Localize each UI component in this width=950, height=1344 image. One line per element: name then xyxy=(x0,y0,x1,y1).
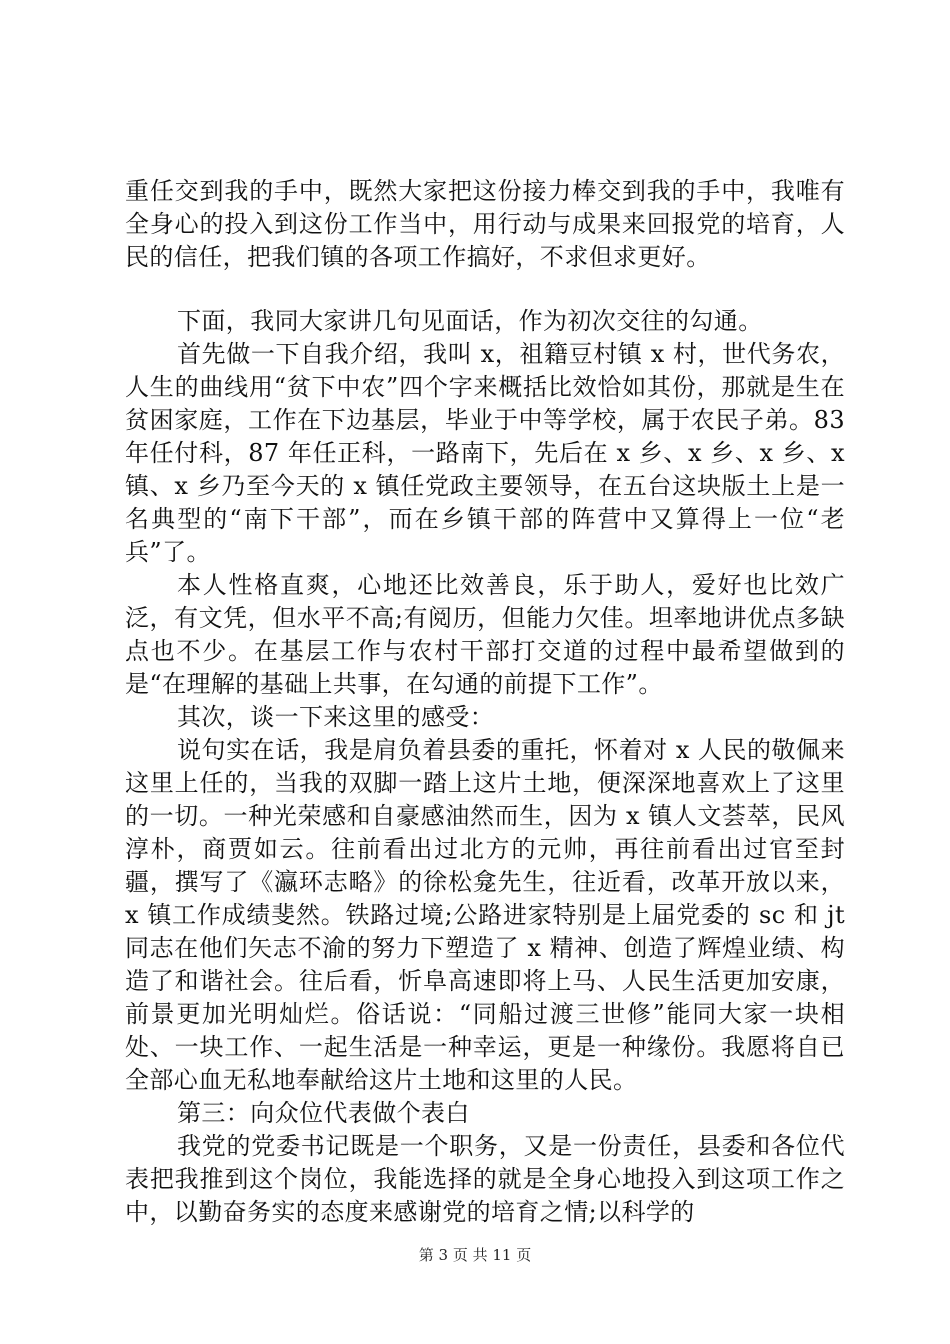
page-number-footer: 第 3 页 共 11 页 xyxy=(418,1246,532,1264)
paragraph-continuation: 重任交到我的手中，既然大家把这份接力棒交到我的手中，我唯有全身心的投入到这份工作当中，用行动与成果来回报党的培育，人民的信任，把我们镇的各项工作搞好，不求但求更好。 xyxy=(125,177,845,271)
paragraph-heading-second: 其次，谈一下来这里的感受： xyxy=(177,703,495,731)
paragraph-self-introduction: 首先做一下自我介绍，我叫 x，祖籍豆村镇 x 村，世代务农，人生的曲线用“贫下中农”四个字来概括比效恰如其份，那就是生在贫困家庭，工作在下边基层，毕业于中等学校，属于农民子弟。83 年任付科，87 年任正科，一路南下，先后在 x 乡、x 乡、x 乡、x 镇、x 乡乃至今天的 x 镇任党政主要领导，在五台这块版土上是一名典型的“南下干部”，而在乡镇干部的阵营中又算得上一位“老兵”了。 xyxy=(125,340,845,566)
paragraph-intro: 下面，我同大家讲几句见面话，作为初次交往的勾通。 xyxy=(177,307,763,335)
paragraph-feelings: 说句实在话，我是肩负着县委的重托，怀着对 x 人民的敬佩来这里上任的，当我的双脚一踏上这片土地，便深深地喜欢上了这里的一切。一种光荣感和自豪感油然而生，因为 x 镇人文荟萃，民风淳朴，商贾如云。往前看出过北方的元帅，再往前看出过官至封疆，撰写了《瀛环志略》的徐松龛先生，往近看，改革开放以来，x 镇工作成绩斐然。铁路过境;公路进家特别是上届党委的 sc 和 jt 同志在他们矢志不渝的努力下塑造了 x 精神、创造了辉煌业绩、构造了和谐社会。往后看，忻阜高速即将上马、人民生活更加安康，前景更加光明灿烂。俗话说：“同船过渡三世修”能同大家一块相处、一块工作、一起生活是一种幸运，更是一种缘份。我愿将自已全部心血无私地奉献给这片土地和这里的人民。 xyxy=(125,736,845,1094)
paragraph-commitment: 我党的党委书记既是一个职务，又是一份责任，县委和各位代表把我推到这个岗位，我能选择的就是全身心地投入到这项工作之中，以勤奋务实的态度来感谢党的培育之情;以科学的 xyxy=(125,1132,845,1226)
document-body xyxy=(125,175,845,1229)
paragraph-personality: 本人性格直爽，心地还比效善良，乐于助人，爱好也比效广泛，有文凭，但水平不高;有阅历，但能力欠佳。坦率地讲优点多缺点也不少。在基层工作与农村干部打交道的过程中最希望做到的是“在理解的基础上共事，在勾通的前提下工作”。 xyxy=(125,571,845,698)
paragraph-heading-third: 第三：向众位代表做个表白 xyxy=(177,1099,470,1127)
